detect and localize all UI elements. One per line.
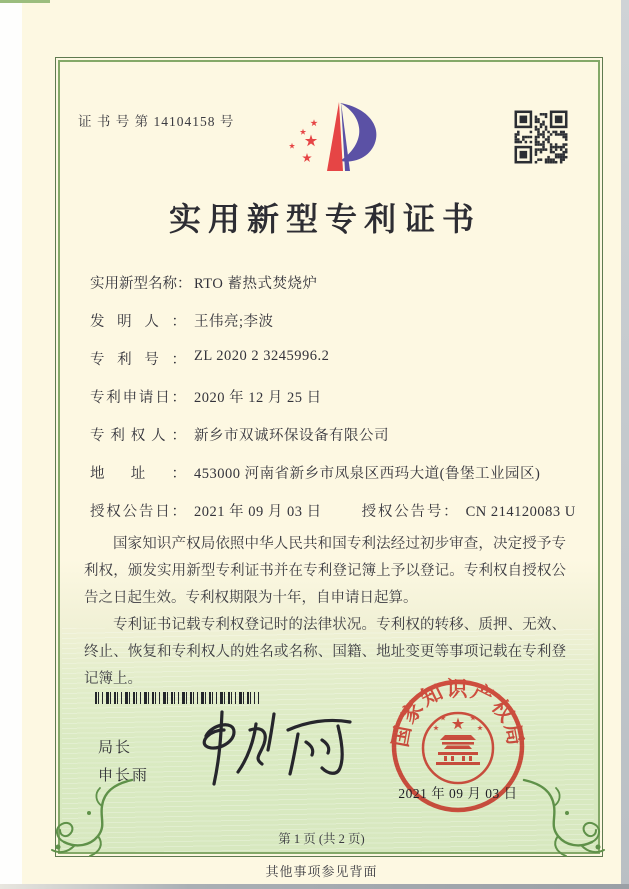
cnipa-patent-logo-icon bbox=[280, 97, 385, 177]
field-row-patentee bbox=[90, 424, 580, 462]
field-row-address bbox=[90, 462, 580, 500]
director-name: 申长雨 bbox=[98, 768, 150, 784]
field-list bbox=[90, 272, 580, 538]
legal-paragraph-1: 国家知识产权局依照中华人民共和国专利法经过初步审查，决定授予专利权，颁发实用新型专利证书并在专利登记簿上予以登记。专利权自授权公告之日起生效。专利权期限为十年，自申请日起算。 bbox=[84, 536, 566, 606]
field-row-inventor bbox=[90, 310, 580, 348]
field-value: RTO 蓄热式焚烧炉 bbox=[194, 276, 318, 292]
field-label: 专利申请日： bbox=[90, 390, 186, 406]
grant-no-label: 授权公告号： bbox=[361, 504, 458, 520]
field-value: ZL 2020 2 3245996.2 bbox=[194, 348, 330, 364]
field-value: 2020 年 12 月 25 日 bbox=[194, 390, 322, 406]
seal-agency-text: 国家知识产权局 bbox=[388, 676, 528, 749]
grant-date-value: 2021 年 09 月 03 日 bbox=[194, 504, 322, 520]
field-value: 王伟亮;李波 bbox=[194, 314, 274, 330]
director-signature-icon bbox=[190, 700, 365, 792]
backside-note: 其他事项参见背面 bbox=[265, 864, 378, 879]
legal-paragraph-2: 专利证书记载专利权登记时的法律状况。专利权的转移、质押、无效、终止、恢复和专利权人的姓名或名称、国籍、地址变更等事项记载在专利登记簿上。 bbox=[84, 617, 566, 687]
grant-no-value: CN 214120083 U bbox=[465, 504, 576, 520]
scan-edge-right bbox=[621, 0, 629, 889]
certificate-paper bbox=[22, 0, 621, 884]
certificate-title: 实用新型专利证书 bbox=[168, 201, 481, 237]
field-label: 专利号： bbox=[90, 352, 186, 368]
field-row-patent-no bbox=[90, 348, 580, 386]
director-title: 局长 bbox=[98, 740, 133, 756]
field-label: 专利权人： bbox=[90, 428, 186, 444]
grant-date-label: 授权公告日： bbox=[90, 504, 186, 520]
page-number: 第 1 页 (共 2 页) bbox=[278, 832, 365, 846]
field-label: 发明人： bbox=[90, 314, 186, 330]
field-row-name bbox=[90, 272, 580, 310]
legal-text bbox=[84, 531, 566, 693]
scan-artifact bbox=[0, 0, 50, 3]
scan-edge-bottom bbox=[0, 884, 629, 889]
field-label: 实用新型名称： bbox=[90, 276, 192, 292]
qr-code-icon bbox=[512, 108, 570, 166]
field-value: 453000 河南省新乡市凤泉区西玛大道(鲁堡工业园区) bbox=[194, 466, 541, 482]
field-row-filing-date bbox=[90, 386, 580, 424]
certificate-number: 证 书 号 第 14104158 号 bbox=[78, 114, 235, 129]
field-label: 地址： bbox=[90, 466, 186, 482]
field-value: 新乡市双诚环保设备有限公司 bbox=[194, 428, 389, 444]
seal-date: 2021 年 09 月 03 日 bbox=[398, 786, 518, 801]
